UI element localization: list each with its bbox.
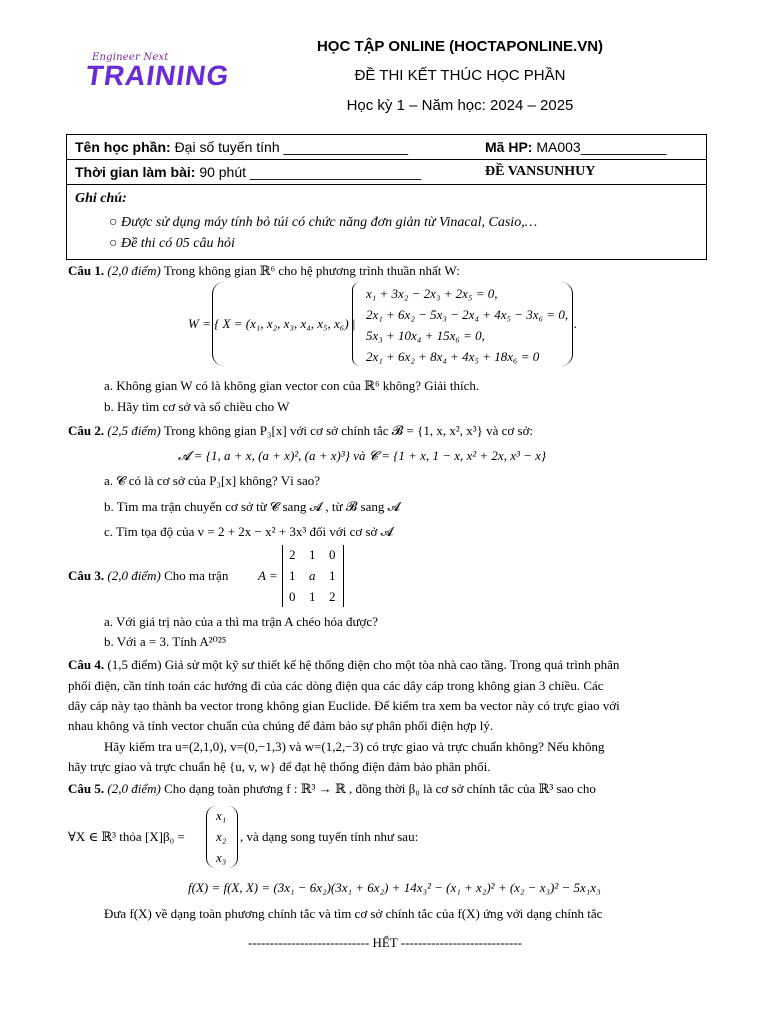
q5-points: (2,0 điểm) <box>107 781 161 796</box>
q2-text: Trong không gian P₃[x] với cơ sở chính tắc 𝓑 = {1, x, x², x³} và cơ sở: <box>163 423 534 438</box>
q2-part-b: b. Tìm ma trận chuyển cơ sở từ 𝓒 sang 𝓐 , từ 𝓑 sang 𝓐 <box>104 499 401 514</box>
q1-points: (2,0 điểm) <box>107 263 161 278</box>
q3-points: (2,0 điểm) <box>107 568 161 583</box>
q1-text: Trong không gian ℝ⁶ cho hệ phương trình thuần nhất W: <box>163 263 460 278</box>
matrix-cell: 1 <box>329 568 336 583</box>
vector-entry: x₁ <box>216 808 227 823</box>
q4-line: dây cáp này tạo thành ba vector trong không gian Euclide. Để kiểm tra xem ba vector này có trực giao với <box>68 698 620 713</box>
time-label: Thời gian làm bài: <box>75 164 196 180</box>
q1-set-left: W = { X = (x₁, x₂, x₃, x₄, x₅, x₆) | <box>188 316 356 331</box>
q5-intro <box>68 780 596 798</box>
q2-part-a: a. 𝓒 có là cơ sở của P₃[x] không? Vì sao? <box>104 473 321 488</box>
vector-entry: x₃ <box>216 850 227 865</box>
q4-points: (1,5 điểm) <box>107 657 162 672</box>
matrix-cell: 1 <box>289 568 296 583</box>
q2-label: Câu 2. <box>68 423 105 438</box>
end-marker: ---------------------------- HẾT ---------------------------- <box>248 935 522 950</box>
q1-eq: x₁ + 3x₂ − 2x₃ + 2x₅ = 0, <box>366 286 498 301</box>
q1-intro <box>68 262 460 280</box>
q3-part-b: b. Với a = 3. Tính A²⁰²⁵ <box>104 634 227 649</box>
q2-bases: 𝓐 = {1, a + x, (a + x)², (a + x)³} và 𝓒 = {1 + x, 1 − x, x² + 2x, x³ − x} <box>178 448 547 463</box>
q4-line-1 <box>68 656 704 674</box>
matrix-cell: 0 <box>329 547 336 562</box>
logo-subtitle: Engineer Next <box>92 52 169 63</box>
q4-line: phối điện, cần tính toán các hướng đi của các dòng điện qua các dây cáp trong không gian 3 chiều. Các <box>68 678 604 693</box>
q1-eq: 2x₁ + 6x₂ − 5x₃ − 2x₄ + 4x₅ − 3x₆ = 0, <box>366 307 569 322</box>
code-label: Mã HP: <box>485 139 533 155</box>
matrix-cell: 1 <box>309 589 316 604</box>
q4-line: nhau không và tính vector chuẩn của chúng để đảm bảo sự phân phối điện hợp lý. <box>68 718 494 733</box>
matrix-cell: 2 <box>329 589 336 604</box>
matrix-cell: 2 <box>289 547 296 562</box>
q1-system-brace <box>352 282 365 366</box>
q5-text: Cho dạng toàn phương f : ℝ³ → ℝ , đồng thời β₀ là cơ sở chính tắc của ℝ³ sao cho <box>164 781 596 796</box>
exam-title: ĐỀ THI KẾT THÚC HỌC PHẦN <box>354 67 566 84</box>
q4-line: hãy trực giao và trực chuẩn hệ {u, v, w} để đạt hệ thống điện đảm bảo phân phối. <box>68 759 491 774</box>
time-value: 90 phút ______________________ <box>199 164 422 180</box>
q1-right-brace <box>560 282 573 366</box>
code-value: MA003___________ <box>536 139 667 155</box>
vector-entry: x₂ <box>216 829 227 844</box>
logo-title: TRAINING <box>83 60 232 91</box>
semester: Học kỳ 1 – Năm học: 2024 – 2025 <box>346 97 574 114</box>
q4-line: Hãy kiểm tra u=(2,1,0), v=(0,−1,3) và w=(1,2,−3) có trực giao và trực chuẩn không? Nếu không <box>104 739 605 754</box>
matrix-cell: a <box>309 568 316 583</box>
info-box <box>66 134 707 260</box>
training-logo <box>83 46 232 106</box>
q5-formula: f(X) = f(X, X) = (3x₁ − 6x₂)(3x₁ + 6x₂) + 14x₃² − (x₁ + x₂)² + (x₂ − x₃)² − 5x₁x₃ <box>188 880 601 895</box>
author: ĐỀ VANSUNHUY <box>485 164 596 179</box>
q3-part-a: a. Với giá trị nào của a thì ma trận A chéo hóa được? <box>104 614 378 629</box>
q1-eq: 5x₃ + 10x₄ + 15x₆ = 0, <box>366 328 485 343</box>
q5-coord-vector <box>206 806 238 868</box>
q2-intro <box>68 422 533 440</box>
course-label: Tên học phần: <box>75 139 171 155</box>
q3-text: Cho ma trận <box>164 568 229 583</box>
q3-matrix-name: A = <box>258 568 278 583</box>
q1-part-a: a. Không gian W có là không gian vector con của ℝ⁶ không? Giải thích. <box>104 378 480 393</box>
q1-left-brace <box>212 282 229 366</box>
q4-text: Giả sử một kỹ sư thiết kế hệ thống điện cho một tòa nhà cao tầng. Trong quá trình phân <box>164 657 620 672</box>
q5-coord-left: ∀X ∈ ℝ³ thỏa [X]β₀ = <box>68 829 185 844</box>
notes-label: Ghi chú: <box>75 191 127 206</box>
course-value: Đại số tuyến tính ________________ <box>174 139 409 155</box>
q5-coord-right: , và dạng song tuyến tính như sau: <box>240 829 419 844</box>
q1-period: . <box>574 316 578 331</box>
info-row-time <box>67 160 706 185</box>
q3-label: Câu 3. <box>68 568 105 583</box>
q5-task: Đưa f(X) về dạng toàn phương chính tắc và tìm cơ sở chính tắc của f(X) ứng với dạng chính tắc <box>104 906 603 921</box>
q3-matrix <box>282 545 344 607</box>
q4-label: Câu 4. <box>68 657 105 672</box>
q1-label: Câu 1. <box>68 263 105 278</box>
q1-eq: 2x₁ + 6x₂ + 8x₄ + 4x₅ + 18x₆ = 0 <box>366 349 540 364</box>
q5-label: Câu 5. <box>68 781 105 796</box>
info-row-course <box>67 135 706 160</box>
q3-intro <box>68 567 228 585</box>
q2-part-c: c. Tìm tọa độ của v = 2 + 2x − x² + 3x³ đối với cơ sở 𝓐 <box>104 524 394 539</box>
q1-part-b: b. Hãy tìm cơ sở và số chiều cho W <box>104 399 290 414</box>
matrix-cell: 1 <box>309 547 316 562</box>
matrix-cell: 0 <box>289 589 296 604</box>
note-item: ○ Được sử dụng máy tính bỏ túi có chức năng đơn giản từ Vinacal, Casio,… <box>109 215 538 230</box>
q2-points: (2,5 điểm) <box>107 423 161 438</box>
org-name: HỌC TẬP ONLINE (HOCTAPONLINE.VN) <box>316 38 604 55</box>
note-item: ○ Đề thi có 05 câu hỏi <box>109 236 235 251</box>
